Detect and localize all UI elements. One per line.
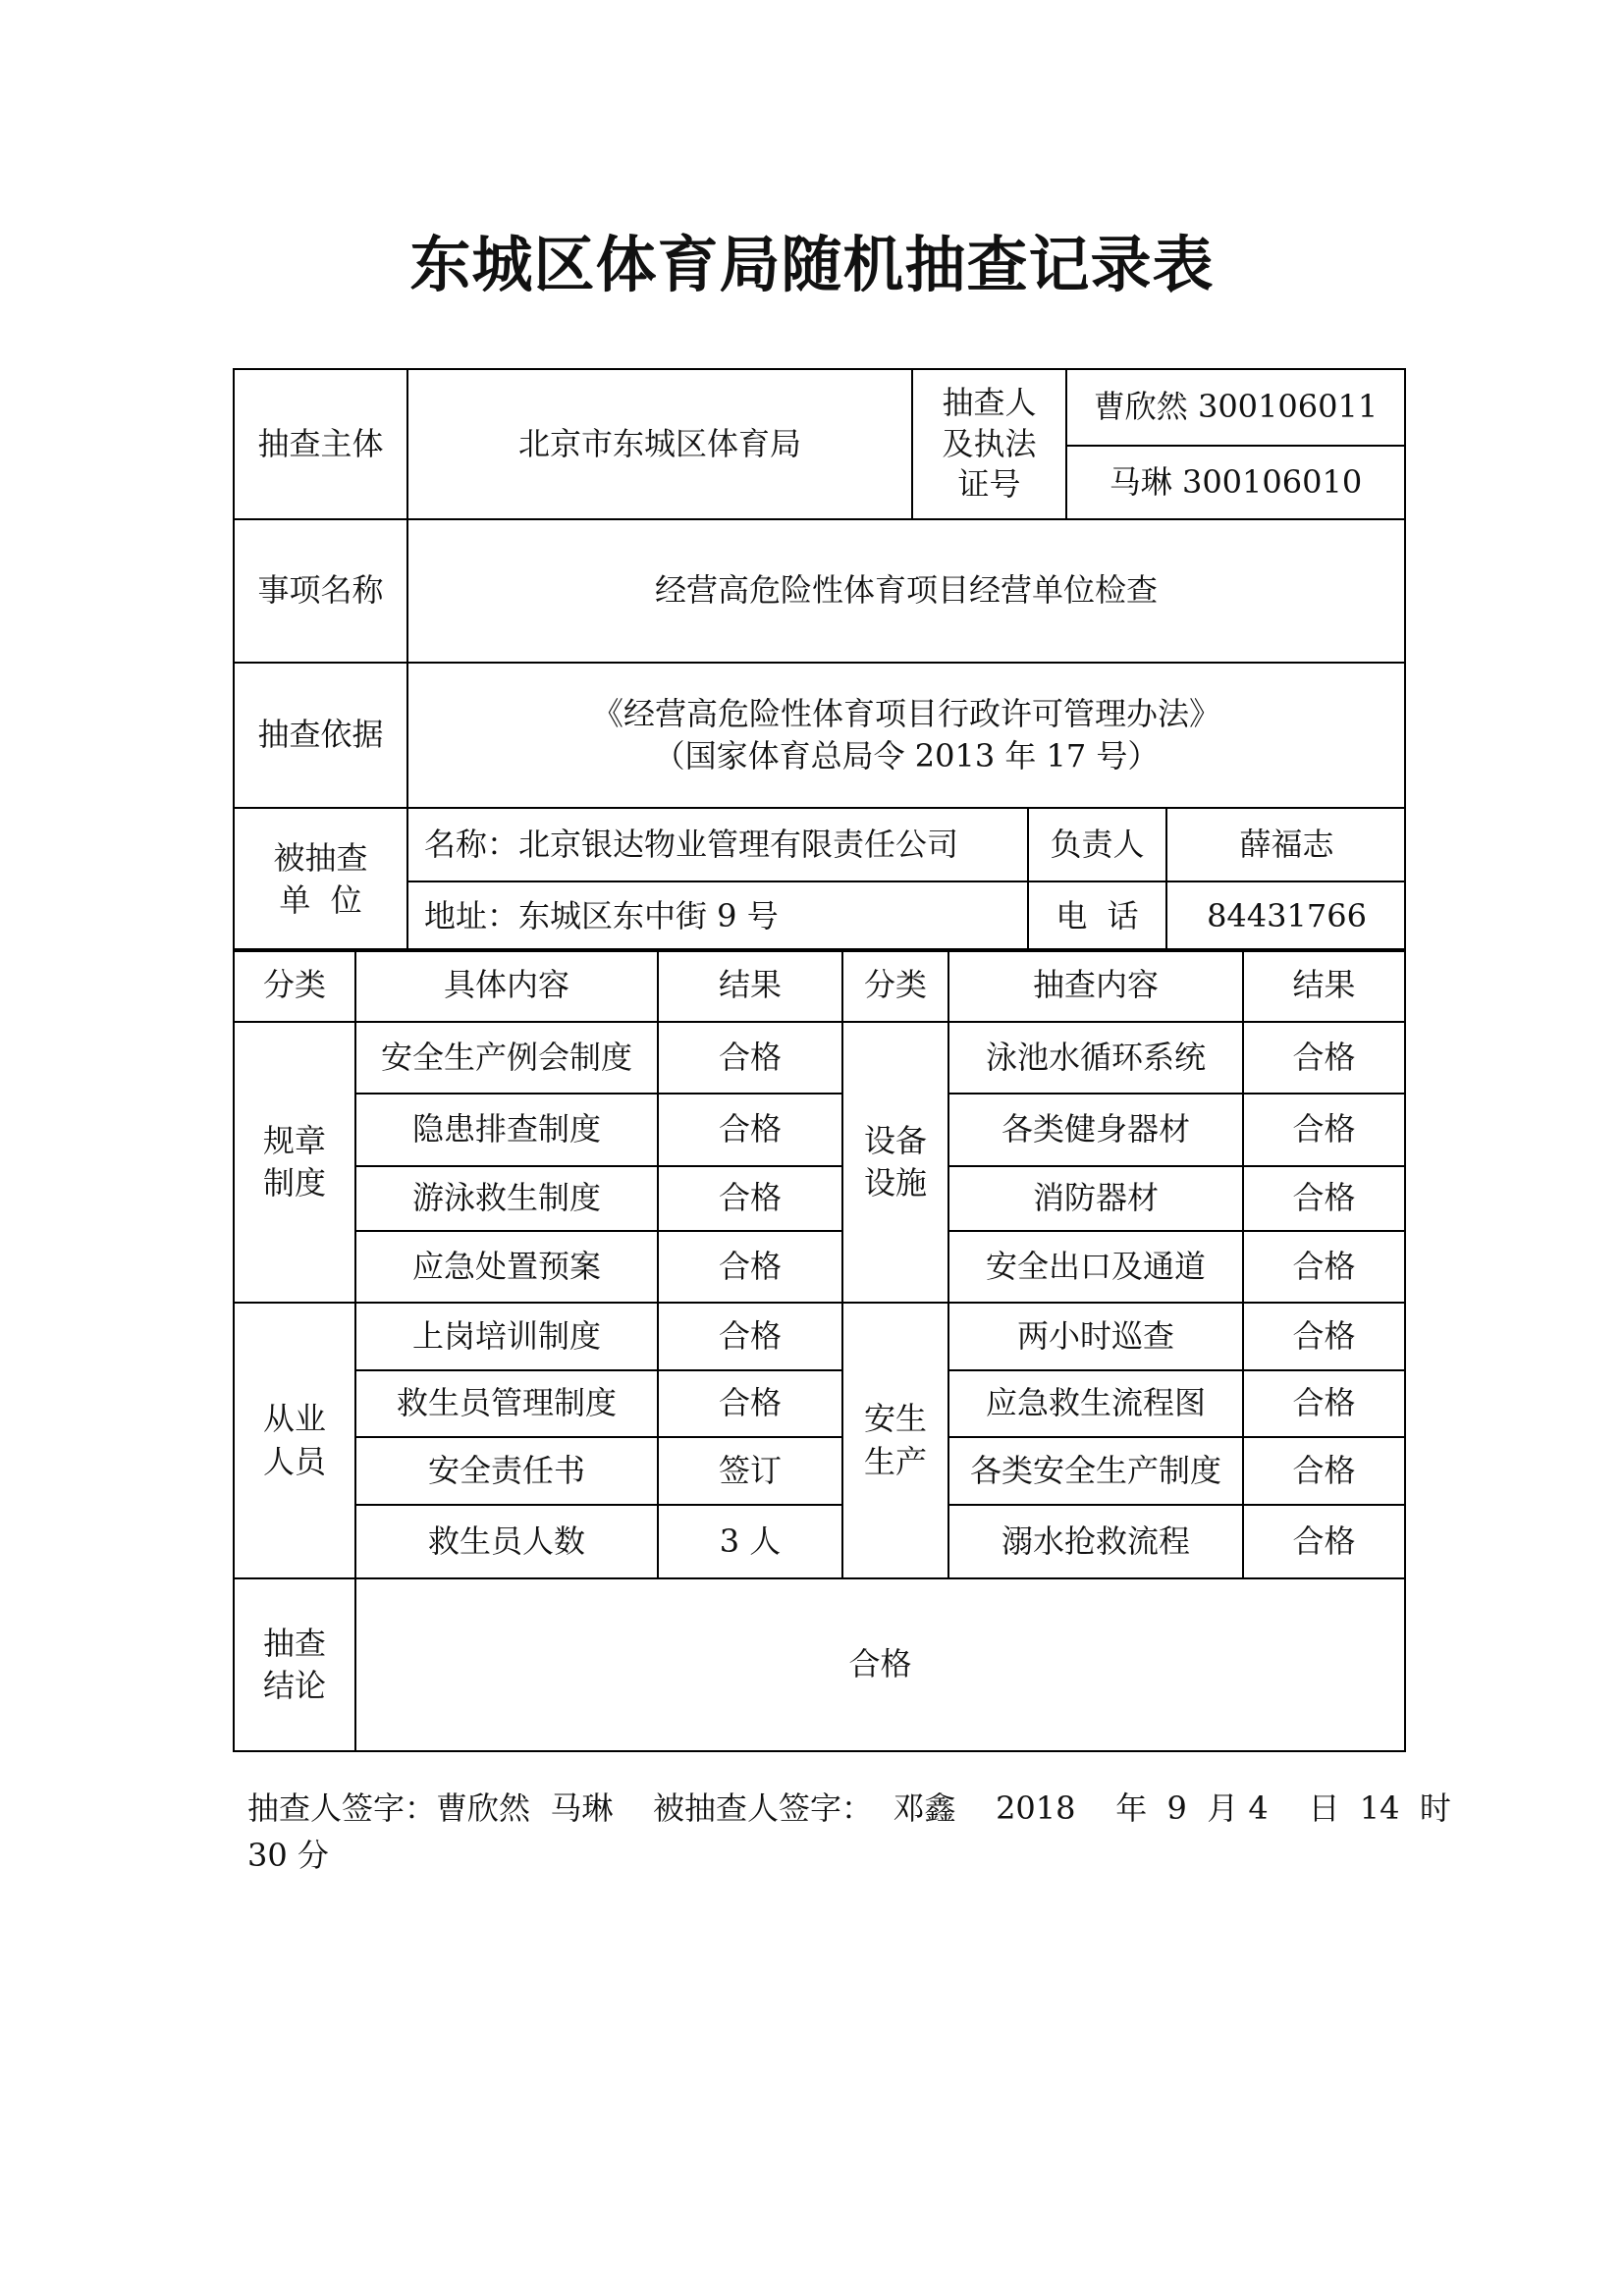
- right-category: 设备 设施: [842, 1022, 948, 1303]
- basis-line: （国家体育总局令 2013 年 17 号）: [653, 737, 1160, 774]
- right-result: 合格: [1243, 1303, 1405, 1370]
- left-result: 3 人: [658, 1505, 842, 1578]
- unit-address: 地址：东城区东中街 9 号: [408, 881, 1028, 950]
- right-item: 安全出口及通道: [948, 1231, 1243, 1303]
- right-result: 合格: [1243, 1166, 1405, 1231]
- checks-table: [233, 948, 1406, 1752]
- table-row: [234, 1437, 1405, 1505]
- left-result: 合格: [658, 1022, 842, 1094]
- inspector-label-line: 证号: [957, 465, 1021, 504]
- left-item: 应急处置预案: [355, 1231, 658, 1303]
- table-row: [234, 1166, 1405, 1231]
- phone-value: 84431766: [1166, 881, 1406, 950]
- right-item: 消防器材: [948, 1166, 1243, 1231]
- item-label: 事项名称: [234, 519, 407, 663]
- left-result: 合格: [658, 1303, 842, 1370]
- unit-name: 名称：北京银达物业管理有限责任公司: [408, 809, 1028, 881]
- right-item: 各类安全生产制度: [948, 1437, 1243, 1505]
- right-item: 溺水抢救流程: [948, 1505, 1243, 1578]
- right-result: 合格: [1243, 1505, 1405, 1578]
- header-table: [233, 368, 1406, 952]
- right-item: 应急救生流程图: [948, 1370, 1243, 1437]
- table-row: [234, 1370, 1405, 1437]
- left-item: 救生员人数: [355, 1505, 658, 1578]
- table-row: [234, 1505, 1405, 1578]
- table-row: [234, 1303, 1405, 1370]
- inspector-1: 曹欣然 300106011: [1066, 369, 1405, 446]
- inspector-2: 马琳 300106010: [1066, 446, 1405, 519]
- subject-label: 抽查主体: [234, 369, 407, 519]
- page-title: 东城区体育局随机抽查记录表: [409, 229, 1215, 300]
- left-item: 隐患排查制度: [355, 1094, 658, 1166]
- left-item: 上岗培训制度: [355, 1303, 658, 1370]
- conclusion-value: 合格: [355, 1578, 1405, 1751]
- header-category: 分类: [234, 949, 355, 1022]
- table-row: [234, 1231, 1405, 1303]
- left-item: 游泳救生制度: [355, 1166, 658, 1231]
- header-category: 分类: [842, 949, 948, 1022]
- left-result: 合格: [658, 1370, 842, 1437]
- left-item: 安全生产例会制度: [355, 1022, 658, 1094]
- item-value: 经营高危险性体育项目经营单位检查: [407, 519, 1405, 663]
- right-item: 泳池水循环系统: [948, 1022, 1243, 1094]
- left-item: 救生员管理制度: [355, 1370, 658, 1437]
- basis-value: [407, 663, 1405, 808]
- header-content: 具体内容: [355, 949, 658, 1022]
- right-result: 合格: [1243, 1437, 1405, 1505]
- left-result: 签订: [658, 1437, 842, 1505]
- inspector-label-line: 抽查人: [942, 384, 1037, 422]
- left-result: 合格: [658, 1094, 842, 1166]
- unit-details: [407, 808, 1405, 951]
- right-result: 合格: [1243, 1094, 1405, 1166]
- unit-label-line: 被抽查: [273, 838, 368, 877]
- left-category: 从业 人员: [234, 1303, 355, 1578]
- left-result: 合格: [658, 1166, 842, 1231]
- header-result: 结果: [1243, 949, 1405, 1022]
- manager-label: 负责人: [1028, 809, 1166, 881]
- signature-time-line: 30 分: [247, 1837, 329, 1874]
- table-row: [234, 1094, 1405, 1166]
- right-result: 合格: [1243, 1231, 1405, 1303]
- left-result: 合格: [658, 1231, 842, 1303]
- inspector-label-line: 及执法: [942, 424, 1037, 462]
- right-item: 两小时巡查: [948, 1303, 1243, 1370]
- right-item: 各类健身器材: [948, 1094, 1243, 1166]
- left-item: 安全责任书: [355, 1437, 658, 1505]
- right-category: 安生 生产: [842, 1303, 948, 1578]
- signature-line: 抽查人签字：曹欣然 马琳 被抽查人签字： 邓鑫 2018 年 9 月 4 日 14 时: [247, 1789, 1451, 1827]
- right-result: 合格: [1243, 1370, 1405, 1437]
- conclusion-label: 抽查 结论: [234, 1578, 355, 1751]
- unit-label: [234, 808, 407, 951]
- left-category: 规章 制度: [234, 1022, 355, 1303]
- phone-label: 电 话: [1028, 881, 1166, 950]
- table-row: [234, 1022, 1405, 1094]
- unit-subtable: [408, 809, 1406, 950]
- right-result: 合格: [1243, 1022, 1405, 1094]
- inspector-label: [912, 369, 1066, 519]
- header-result: 结果: [658, 949, 842, 1022]
- signature-footer: [247, 1785, 1451, 1879]
- header-check-content: 抽查内容: [948, 949, 1243, 1022]
- subject-value: 北京市东城区体育局: [407, 369, 912, 519]
- unit-label-line: 单 位: [279, 881, 362, 919]
- basis-label: 抽查依据: [234, 663, 407, 808]
- manager-value: 薛福志: [1166, 809, 1406, 881]
- basis-line: 《经营高危险性体育项目行政许可管理办法》: [591, 694, 1220, 732]
